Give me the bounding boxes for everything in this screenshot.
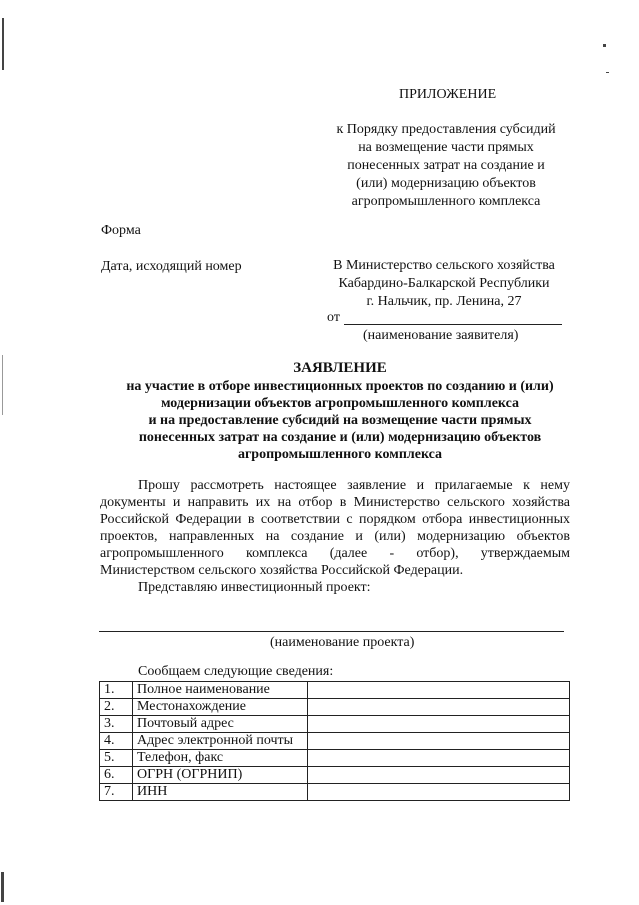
row-value[interactable]	[308, 682, 570, 699]
appendix-title: ПРИЛОЖЕНИЕ	[399, 87, 497, 102]
application-subtitle-line: и на предоставление субсидий на возмещение части прямых	[148, 413, 532, 428]
application-subtitle-line: модернизации объектов агропромышленного комплекса	[160, 396, 520, 411]
row-value[interactable]	[308, 767, 570, 784]
application-heading	[80, 360, 600, 463]
row-number: 2.	[100, 699, 133, 716]
applicant-info-table	[99, 681, 570, 801]
application-subtitle-line: на участие в отборе инвестиционных проектов по созданию и (или)	[126, 379, 554, 394]
scan-edge-mark	[2, 355, 3, 415]
row-number: 3.	[100, 716, 133, 733]
scan-speck	[606, 72, 609, 73]
table-row	[100, 767, 570, 784]
scan-speck	[603, 44, 606, 47]
table-row	[100, 750, 570, 767]
project-name-line	[99, 631, 564, 632]
row-label: Полное наименование	[133, 682, 308, 699]
row-value[interactable]	[308, 784, 570, 801]
table-row	[100, 682, 570, 699]
row-label: ОГРН (ОГРНИП)	[133, 767, 308, 784]
row-number: 1.	[100, 682, 133, 699]
table-row	[100, 699, 570, 716]
request-paragraph	[100, 477, 570, 596]
application-subtitle-line: понесенных затрат на создание и (или) модернизацию объектов	[138, 430, 542, 445]
row-label: Телефон, факс	[133, 750, 308, 767]
row-label: ИНН	[133, 784, 308, 801]
row-value[interactable]	[308, 699, 570, 716]
row-number: 6.	[100, 767, 133, 784]
row-label: Адрес электронной почты	[133, 733, 308, 750]
table-row	[100, 716, 570, 733]
reference-line: агропромышленного комплекса	[351, 194, 541, 209]
scan-edge-mark	[1, 872, 4, 902]
row-label: Местонахождение	[133, 699, 308, 716]
reference-line: к Порядку предоставления субсидий	[336, 122, 556, 137]
project-intro: Представляю инвестиционный проект:	[138, 580, 371, 595]
table-row	[100, 784, 570, 801]
row-number: 4.	[100, 733, 133, 750]
table-row	[100, 733, 570, 750]
row-number: 7.	[100, 784, 133, 801]
addressee-line: Кабардино-Балкарской Республики	[338, 276, 550, 291]
row-label: Почтовый адрес	[133, 716, 308, 733]
applicant-caption: (наименование заявителя)	[363, 328, 519, 343]
application-title: ЗАЯВЛЕНИЕ	[293, 360, 387, 376]
addressee-line: В Министерство сельского хозяйства	[333, 258, 555, 273]
date-number-label: Дата, исходящий номер	[101, 259, 242, 274]
addressee-line: г. Нальчик, пр. Ленина, 27	[366, 294, 522, 309]
reference-line: понесенных затрат на создание и	[347, 158, 545, 173]
reference-line: (или) модернизацию объектов	[356, 176, 536, 191]
row-value[interactable]	[308, 733, 570, 750]
row-number: 5.	[100, 750, 133, 767]
row-value[interactable]	[308, 716, 570, 733]
request-text: Прошу рассмотреть настоящее заявление и прилагаемые к нему документы и направить их на отбор в Министерство сельского хозяйства Российской Федерации в соответствии с порядком отбора инвестиционных проектов, направленных на создание и (или) модернизацию объектов агропромышленного комплекса (далее - отбор), утверждаемым Министерством сельского хозяйства Российской Федерации.	[100, 478, 570, 578]
scan-edge-mark	[2, 18, 4, 70]
reference-line: на возмещение части прямых	[358, 140, 534, 155]
info-intro: Сообщаем следующие сведения:	[138, 664, 334, 679]
appendix-reference	[320, 121, 572, 211]
from-label: от	[327, 310, 340, 325]
project-caption: (наименование проекта)	[270, 635, 415, 650]
applicant-name-line	[344, 324, 562, 325]
application-subtitle-line: агропромышленного комплекса	[237, 447, 443, 462]
form-label: Форма	[101, 223, 141, 238]
addressee-block	[320, 257, 568, 311]
row-value[interactable]	[308, 750, 570, 767]
